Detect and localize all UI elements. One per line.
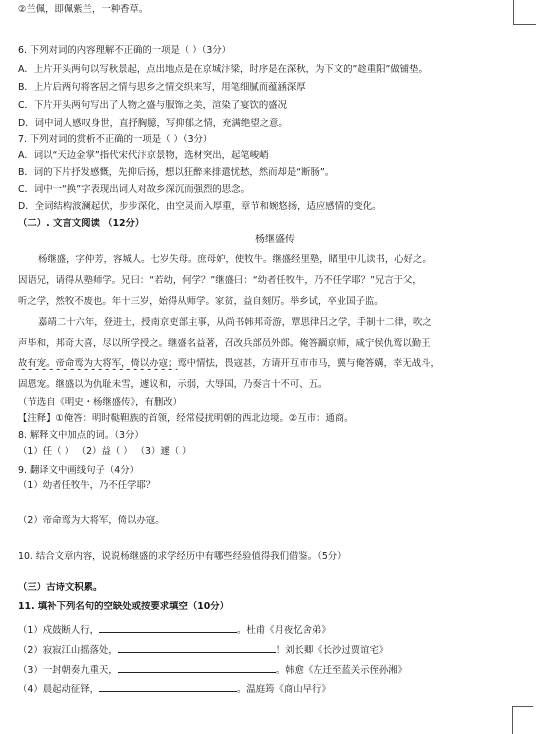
option-6a: A．上片开头两句以写秋景起，点出地点是在京城汴梁，时序是在深秋，为下文的”趁重阳”做铺垫。 bbox=[18, 64, 428, 75]
q11-2-blank[interactable] bbox=[118, 642, 276, 653]
passage-p2-line1: 嘉靖二十六年，登进士，授南京吏部主事，从尚书韩邦奇游，覃思律吕之学，手制十二律，吹之 bbox=[38, 317, 432, 328]
q11-1-prompt: （1）戍鼓断人行， bbox=[18, 625, 99, 636]
question-8: 8. 解释文中加点的词。（3分） bbox=[18, 430, 144, 441]
passage-p2-line2: 声毕和，邦奇大喜，尽以所学授之。继盛名益著，召改兵部员外郎。俺答躏京师，咸宁侯仇鸾以勤王 bbox=[18, 338, 431, 349]
q11-3-prompt: （3）一封朝奏九重天， bbox=[18, 665, 118, 676]
q11-4-source: 。温庭筠《商山早行》 bbox=[236, 684, 331, 695]
option-7b: B．词的下片抒发感慨，先抑后扬，想以狂醉来排遣忧愁，然而却是“断肠”。 bbox=[18, 167, 335, 178]
question-10: 10. 结合文章内容，说说杨继盛的求学经历中有哪些经验值得我们借鉴。（5分） bbox=[18, 551, 347, 562]
passage-p1-line2: 因语兄，请得从塾师学。兄曰：“若幼，何学？”继盛曰：“幼者任牧牛，乃不任学耶？”兄言于父， bbox=[18, 275, 422, 286]
passage-p2-line3-rest: 鸾中情怯，畏寇甚，方请开互市市马，冀与俺答媾，幸无战斗， bbox=[177, 358, 440, 369]
passage-p1-line1: 杨继盛，字仲芳，容城人。七岁失母。庶母妒，使牧牛。继盛经里塾，睹里中儿读书，心好之。 bbox=[38, 254, 432, 265]
q11-3-blank[interactable] bbox=[118, 662, 276, 673]
option-7a: A．词以“天边金掌”指代宋代汴京景物，选材突出，起笔峻峭 bbox=[18, 150, 269, 161]
question-9: 9. 翻译文中画线句子（4分） bbox=[18, 465, 140, 476]
passage-p1-line3: 听之学，然牧不废也。年十三岁，始得从师学。家贫，益自刻厉。举乡试，卒业国子监。 bbox=[18, 296, 384, 307]
question-8-items: （1）任（ ） （2）益（ ） （3）遽（ ） bbox=[18, 446, 192, 457]
passage-source: （节选自《明史・杨继盛传》，有删改） bbox=[18, 397, 183, 408]
question-9-2: （2）帝命鸾为大将军，倚以办寇。 bbox=[18, 515, 165, 526]
q11-4-prompt: （4）晨起动征铎， bbox=[18, 684, 99, 695]
section-2-heading: （二）. 文言文阅读 （12分） bbox=[18, 218, 145, 229]
option-6c: C．下片开头两句写出了人物之盛与服饰之美，渲染了宴饮的盛况 bbox=[18, 100, 288, 111]
annotation-line: ②兰佩，即佩紫兰，一种香草。 bbox=[18, 4, 149, 15]
q11-2-source: ！刘长卿《长沙过贾谊宅》 bbox=[275, 645, 389, 656]
section-3-heading: （三）古诗文积累。 bbox=[18, 582, 103, 593]
question-6: 6. 下列对词的内容理解不正确的一项是（ ）（3分） bbox=[18, 45, 232, 56]
passage-p2-line3 bbox=[18, 358, 518, 370]
option-6b: B．上片后两句将客居之情与思乡之情交织来写，用笔细腻而蕴涵深厚 bbox=[18, 82, 306, 93]
passage-note: 【注释】①俺答：明时鞑靼族的首领，经常侵扰明朝的西北边境。②互市：通商。 bbox=[18, 413, 354, 424]
question-11-2 bbox=[18, 642, 518, 657]
q11-4-blank[interactable] bbox=[99, 681, 237, 692]
passage-title: 杨继盛传 bbox=[255, 234, 295, 245]
crop-mark-bottom-right bbox=[512, 706, 533, 734]
option-7c: C．词中一“换”字表现出词人对故乡深沉而强烈的思念。 bbox=[18, 184, 250, 195]
question-11-1 bbox=[18, 622, 518, 637]
option-7d: D．全词结构波澜起伏，步步深化，由空灵而入厚重，章节和婉悠扬，适应感情的变化。 bbox=[18, 201, 382, 212]
question-11-3 bbox=[18, 662, 518, 677]
passage-p2-line4: 固恩宠。继盛以为仇耻未雪，遽议和，示弱，大辱国，乃奏言十不可、五。 bbox=[18, 379, 328, 390]
option-6d: D．词中词人感叹身世，直抒胸臆，写抑郁之情，充满绝望之意。 bbox=[18, 118, 288, 129]
q11-1-source: 。杜甫《月夜忆舍弟》 bbox=[236, 625, 331, 636]
question-11-4 bbox=[18, 681, 518, 696]
q11-3-source: 。韩愈《左迁至蓝关示侄孙湘》 bbox=[275, 665, 407, 676]
question-7: 7. 下列对词的赏析不正确的一项是（ ）（3分） bbox=[18, 134, 213, 145]
question-11: 11. 填补下列名句的空缺处或按要求填空（10分） bbox=[18, 601, 230, 612]
question-9-1: （1）幼者任牧牛，乃不任学耶？ bbox=[18, 480, 156, 491]
q11-2-prompt: （2）寂寂江山摇落处， bbox=[18, 645, 118, 656]
underlined-sentence: 故有宠。帝命鸾为大将军，倚以办寇； bbox=[18, 358, 178, 369]
q11-1-blank[interactable] bbox=[99, 622, 237, 633]
